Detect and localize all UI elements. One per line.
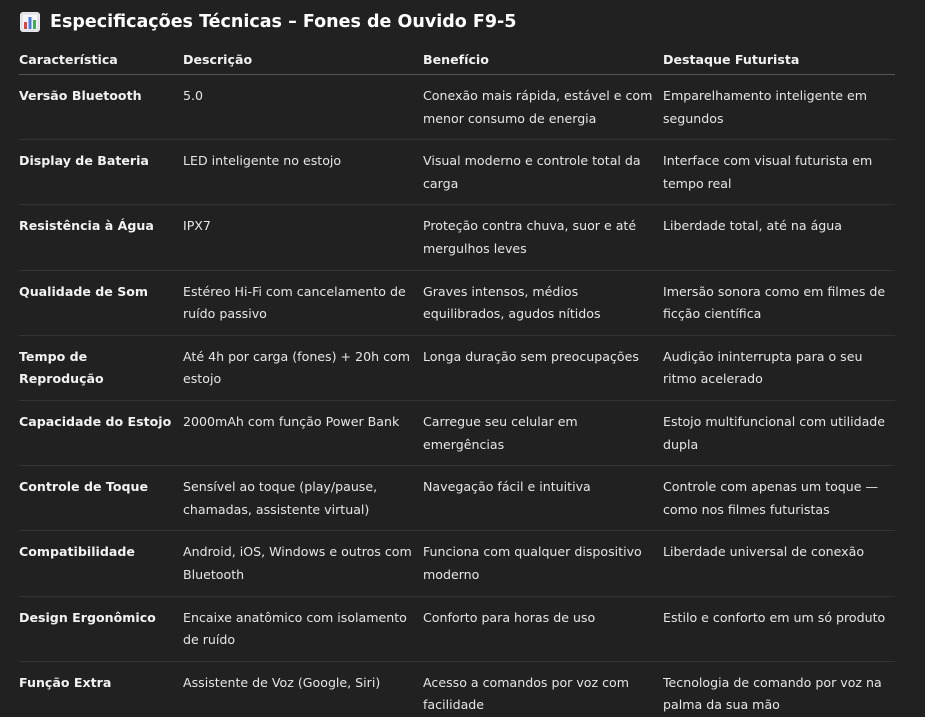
table-row — [19, 596, 895, 661]
description-cell: 5.0 — [183, 88, 204, 103]
feature-cell: Resistência à Água — [19, 218, 154, 234]
table-header — [19, 44, 895, 75]
feature-cell: Design Ergonômico — [19, 609, 156, 625]
highlight-cell: Estojo multifuncional com utilidade dupla — [663, 413, 886, 452]
specs-table — [19, 44, 895, 717]
feature-cell: Compatibilidade — [19, 544, 135, 560]
feature-cell: Função Extra — [19, 674, 112, 690]
table-row — [19, 335, 895, 400]
header-row — [19, 44, 895, 75]
benefit-cell: Graves intensos, médios equilibrados, agudos nítidos — [423, 283, 601, 322]
table-row — [19, 531, 895, 596]
feature-cell: Tempo de Reprodução — [19, 348, 104, 387]
feature-cell: Versão Bluetooth — [19, 88, 142, 103]
benefit-cell: Proteção contra chuva, suor e até mergulhos leves — [423, 218, 637, 256]
highlight-cell: Controle com apenas um toque — como nos filmes futuristas — [663, 479, 879, 517]
description-cell: Até 4h por carga (fones) + 20h com estojo — [183, 348, 410, 387]
feature-cell: Display de Bateria — [19, 153, 149, 169]
header-cell-feature: Característica — [19, 44, 183, 75]
table-row — [19, 205, 895, 270]
highlight-cell: Tecnologia de comando por voz na palma da sua mão — [663, 674, 882, 713]
highlight-cell: Emparelhamento inteligente em segundos — [663, 88, 868, 126]
table-row — [19, 270, 895, 335]
table-row — [19, 400, 895, 465]
benefit-cell: Longa duração sem preocupações — [423, 348, 639, 364]
highlight-cell: Imersão sonora como em filmes de ficção científica — [663, 283, 886, 322]
description-cell: Android, iOS, Windows e outros com Bluetooth — [183, 544, 412, 582]
highlight-cell: Liberdade total, até na água — [663, 218, 842, 234]
benefit-cell: Visual moderno e controle total da carga — [423, 153, 641, 191]
page-title: Especificações Técnicas – Fones de Ouvido F9-5 — [50, 12, 517, 32]
header-cell-description: Descrição — [183, 44, 423, 75]
table-row — [19, 75, 895, 140]
description-cell: Assistente de Voz (Google, Siri) — [183, 674, 381, 690]
description-cell: Sensível ao toque (play/pause, chamadas, assistente virtual) — [183, 479, 378, 517]
highlight-cell: Interface com visual futurista em tempo real — [663, 153, 873, 191]
description-cell: Encaixe anatômico com isolamento de ruído — [183, 609, 407, 648]
highlight-cell: Audição ininterrupta para o seu ritmo acelerado — [663, 348, 863, 387]
header-cell-benefit: Benefício — [423, 44, 663, 75]
bar-chart-icon — [20, 12, 40, 32]
description-cell: 2000mAh com função Power Bank — [183, 413, 400, 429]
benefit-cell: Navegação fácil e intuitiva — [423, 479, 591, 495]
benefit-cell: Conexão mais rápida, estável e com menor consumo de energia — [423, 88, 653, 126]
title-row — [20, 8, 516, 36]
table-row — [19, 466, 895, 531]
table-row — [19, 661, 895, 717]
description-cell: Estéreo Hi-Fi com cancelamento de ruído passivo — [183, 283, 406, 322]
feature-cell: Qualidade de Som — [19, 283, 149, 299]
benefit-cell: Conforto para horas de uso — [423, 609, 596, 625]
benefit-cell: Acesso a comandos por voz com facilidade — [423, 674, 630, 713]
highlight-cell: Estilo e conforto em um só produto — [663, 609, 886, 625]
feature-cell: Controle de Toque — [19, 479, 149, 495]
description-cell: IPX7 — [183, 218, 211, 234]
highlight-cell: Liberdade universal de conexão — [663, 544, 865, 560]
feature-cell: Capacidade do Estojo — [19, 413, 172, 429]
benefit-cell: Funciona com qualquer dispositivo moderno — [423, 544, 642, 582]
header-cell-highlight: Destaque Futurista — [663, 44, 895, 75]
description-cell: LED inteligente no estojo — [183, 153, 342, 169]
table-row — [19, 140, 895, 205]
benefit-cell: Carregue seu celular em emergências — [423, 413, 578, 452]
table-body — [19, 75, 895, 717]
